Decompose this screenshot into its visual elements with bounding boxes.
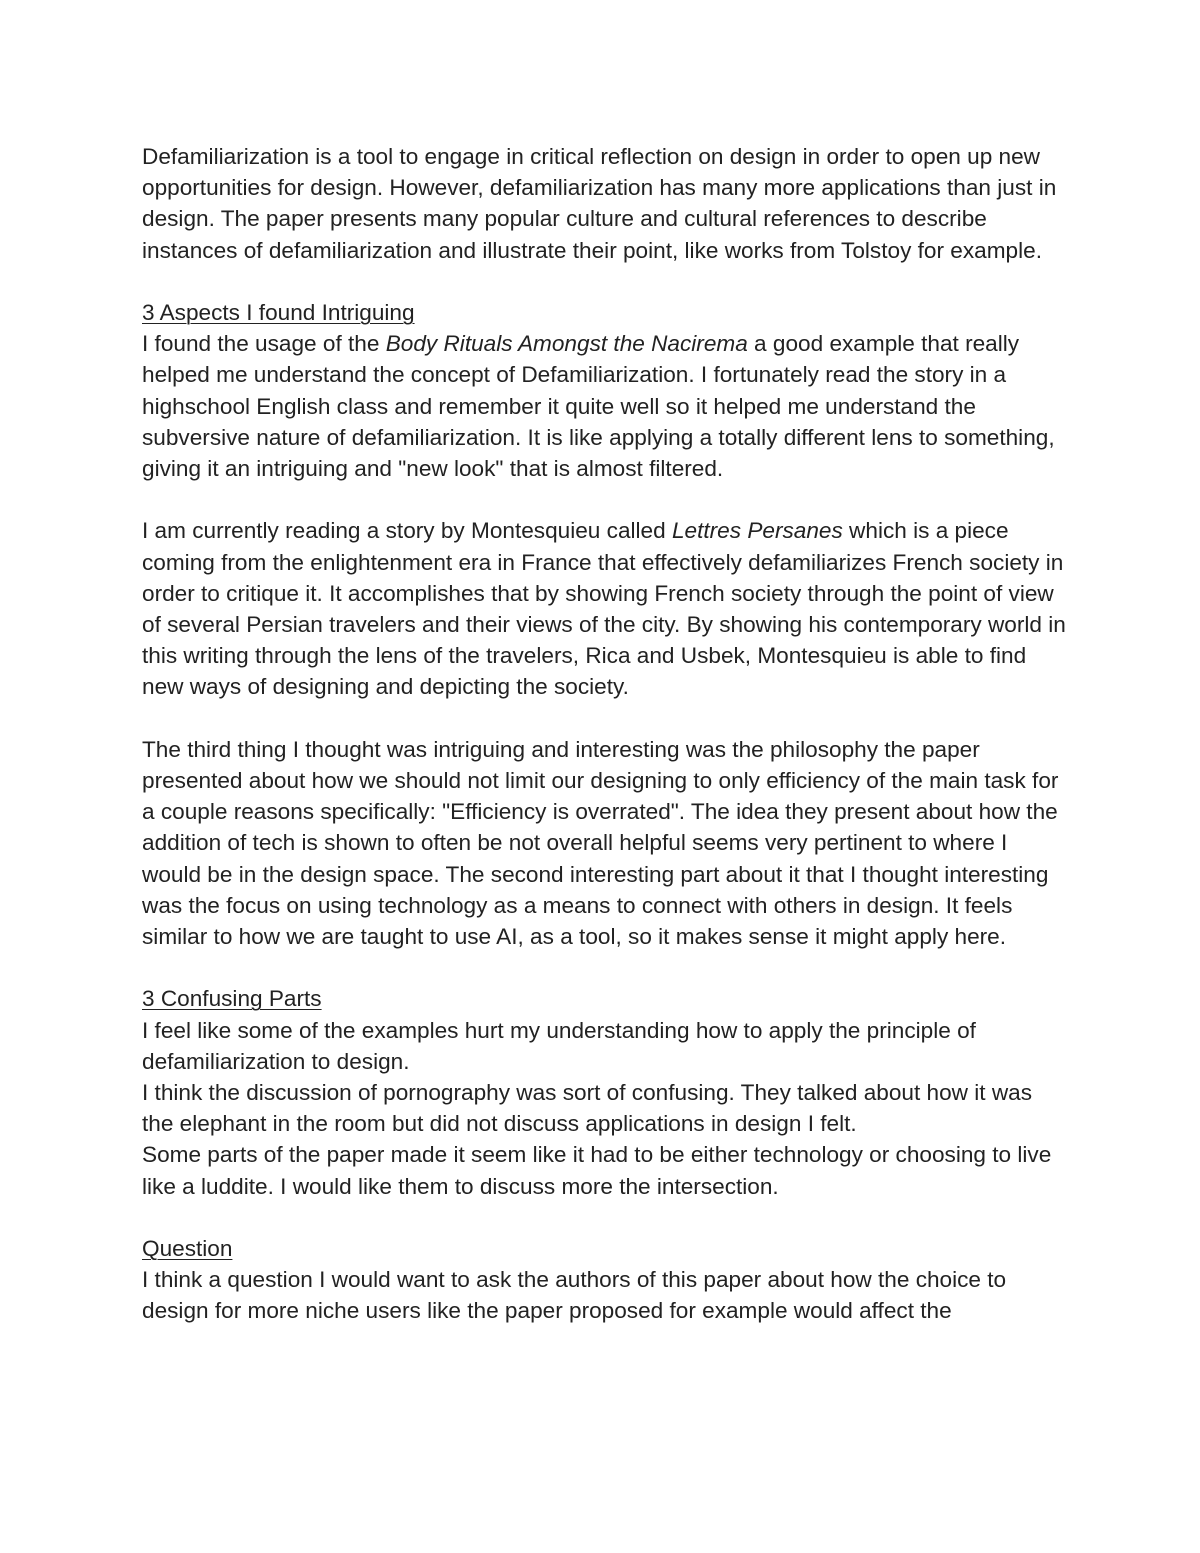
document-body [142,141,1067,1327]
paragraph-spacer [142,703,1067,734]
aspect-2-text-after: which is a piece coming from the enlightenment era in France that effectively defamiliarizes French society in order to critique it. It accomplishes that by showing French society through the point of view of several Persian travelers and their views of the city. By showing his contemporary world in this writing through the lens of the travelers, Rica and Usbek, Montesquieu is able to find new ways of designing and depicting the society. [142,518,1066,700]
aspect-paragraph-2 [142,515,1067,702]
aspect-2-book-title: Lettres Persanes [671,518,843,544]
aspect-1-book-title: Body Rituals Amongst the Nacirema [385,331,748,357]
aspect-paragraph-3: The third thing I thought was intriguing and interesting was the philosophy the paper presented about how we should not limit our designing to only efficiency of the main task for a couple reasons specifically: "Efficiency is overrated". The idea they present about how the addition of tech is shown to often be not overall helpful seems very pertinent to where I would be in the design space. The second interesting part about it that I thought interesting was the focus on using technology as a means to connect with others in design. It feels similar to how we are taught to use AI, as a tool, so it makes sense it might apply here. [142,736,1059,950]
confusing-item-1: I feel like some of the examples hurt my understanding how to apply the principle of defamiliarization to design. [142,1017,976,1074]
aspects-heading: 3 Aspects I found Intriguing [142,300,415,325]
confusing-item-2: I think the discussion of pornography was sort of confusing. They talked about how it was the elephant in the room but did not discuss applications in design I felt. [142,1080,1033,1137]
question-paragraph: I think a question I would want to ask the authors of this paper about how the choice to design for more niche users like the paper proposed for example would affect the [142,1267,1007,1324]
aspect-1-text-after: a good example that really helped me understand the concept of Defamiliarization. I fortunately read the story in a highschool English class and remember it quite well so it helped me understand the subversive nature of defamiliarization. It is like applying a totally different lens to something, giving it an intriguing and "new look" that is almost filtered. [142,331,1055,482]
aspect-1-text-before: I found the usage of the [142,331,386,357]
aspect-paragraph-1 [142,328,1067,484]
confusing-item-3: Some parts of the paper made it seem like it had to be either technology or choosing to live like a luddite. I would like them to discuss more the intersection. [142,1142,1052,1199]
intro-paragraph: Defamiliarization is a tool to engage in critical reflection on design in order to open up new opportunities for design. However, defamiliarization has many more applications than just in design. The paper presents many popular culture and cultural references to describe instances of defamiliarization and illustrate their point, like works from Tolstoy for example. [142,144,1057,263]
paragraph-spacer [142,484,1067,515]
paragraph-spacer [142,952,1067,983]
question-heading: Question [142,1236,233,1262]
paragraph-spacer [142,266,1067,297]
confusing-heading: 3 Confusing Parts [142,986,322,1012]
aspect-2-text-before: I am currently reading a story by Montesquieu called [142,518,672,544]
paragraph-spacer [142,1202,1067,1233]
